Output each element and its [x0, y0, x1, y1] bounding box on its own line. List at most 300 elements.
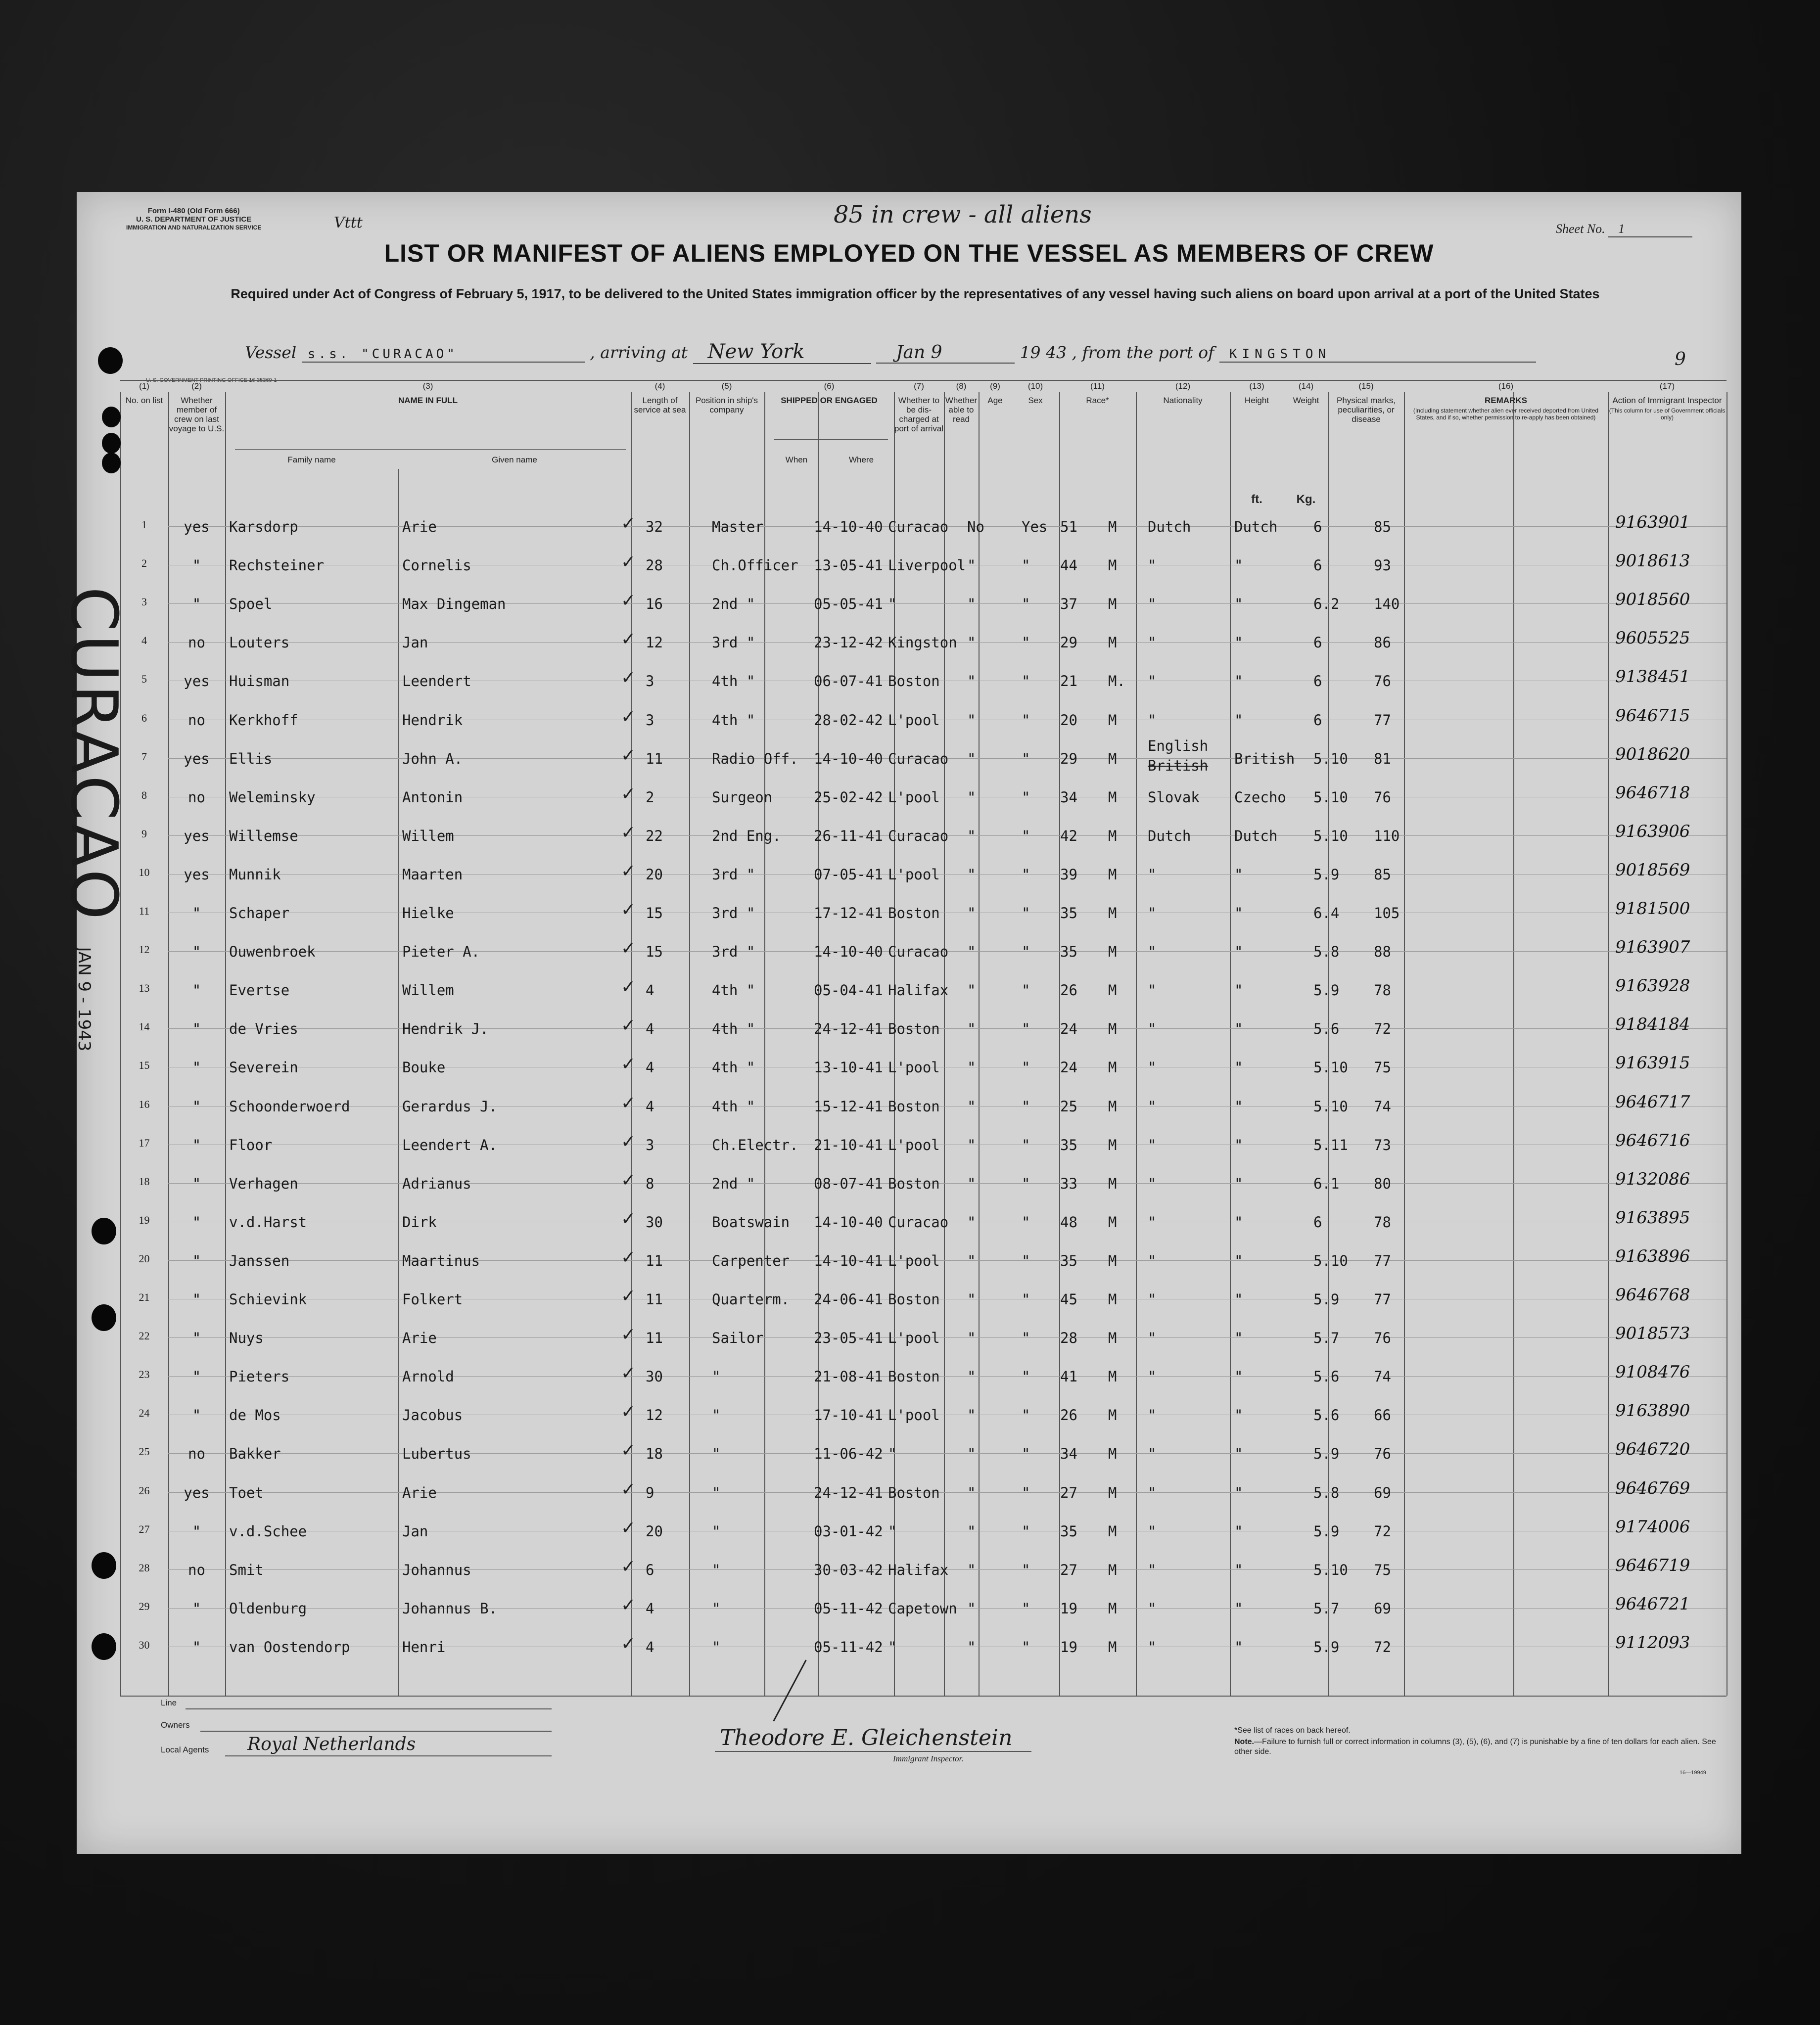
sex: M	[1108, 1059, 1117, 1076]
race: "	[1148, 1522, 1157, 1540]
margin-date-stamp: JAN 9 - 1943	[74, 947, 94, 1052]
nationality: "	[1234, 634, 1243, 651]
column-header-c5	[689, 381, 764, 414]
able-to-read: "	[1022, 1330, 1030, 1347]
given-name-subheader: Given name	[492, 455, 537, 464]
column-label: Whether to be dis-charged at port of arrival	[894, 396, 944, 433]
shipped-where: L'pool	[888, 866, 940, 883]
shipped-where: Boston	[888, 1098, 940, 1115]
weight: 76	[1374, 788, 1391, 806]
shipped-where: Curacao	[888, 827, 949, 844]
row-number: 2	[141, 557, 147, 570]
table-row	[77, 1586, 1741, 1625]
race: "	[1148, 982, 1157, 999]
given-name: Hendrik J.	[402, 1020, 489, 1038]
height-unit: ft.	[1251, 493, 1262, 506]
column-header-c7	[894, 381, 944, 433]
corner-mark: Vttt	[334, 214, 363, 231]
crew-note: 85 in crew - all aliens	[834, 201, 1092, 229]
inspector-number: 9132086	[1615, 1169, 1690, 1189]
discharged: "	[967, 1407, 976, 1424]
able-to-read: "	[1022, 750, 1030, 767]
age: 35	[1060, 1136, 1077, 1153]
nationality: "	[1234, 1561, 1243, 1578]
punch-hole	[102, 453, 121, 473]
weight: 75	[1374, 1059, 1391, 1076]
table-row	[77, 1354, 1741, 1393]
race: "	[1148, 634, 1157, 651]
weight: 75	[1374, 1561, 1391, 1578]
row-number: 19	[139, 1213, 150, 1226]
service-name: IMMIGRATION AND NATURALIZATION SERVICE	[126, 224, 262, 231]
discharged: "	[967, 1600, 976, 1617]
age: 27	[1060, 1484, 1077, 1501]
sex: M	[1108, 943, 1117, 961]
inspector-number: 9018620	[1615, 744, 1690, 764]
check-mark: ✓	[621, 1633, 636, 1654]
height: 5.8	[1313, 1484, 1340, 1501]
prev-voyage: "	[192, 1175, 201, 1192]
check-mark: ✓	[621, 822, 636, 843]
shipped-where: L'pool	[888, 1407, 940, 1424]
table-row	[77, 1548, 1741, 1586]
shipped-where: "	[888, 1522, 897, 1540]
weight: 140	[1374, 596, 1400, 613]
family-name: v.d.Schee	[229, 1522, 307, 1540]
weight: 76	[1374, 1330, 1391, 1347]
sex: M.	[1108, 673, 1125, 690]
age: 26	[1060, 982, 1077, 999]
race-struck: British	[1148, 757, 1209, 774]
family-name: Karsdorp	[229, 518, 298, 535]
nationality: "	[1234, 596, 1243, 613]
manifest-sheet	[77, 192, 1741, 1854]
weight: 77	[1374, 1291, 1391, 1308]
when-subheader: When	[785, 455, 808, 464]
shipped-when: 17-10-41	[814, 1407, 883, 1424]
position: 2nd "	[712, 596, 755, 613]
height: 6	[1313, 557, 1322, 574]
height: 5.8	[1313, 943, 1340, 961]
position: 2nd "	[712, 1175, 755, 1192]
line-label: Line	[161, 1698, 177, 1707]
sex: M	[1108, 1445, 1117, 1463]
table-row	[77, 659, 1741, 697]
shipped-where: Boston	[888, 1291, 940, 1308]
punch-hole	[92, 1304, 116, 1331]
nationality: "	[1234, 711, 1243, 729]
row-number: 5	[141, 673, 147, 686]
height: 5.10	[1313, 1098, 1348, 1115]
shipped-when: 05-11-42	[814, 1638, 883, 1656]
inspector-number: 9018573	[1615, 1324, 1690, 1344]
column-number: (4)	[654, 381, 665, 391]
family-name: Floor	[229, 1136, 273, 1153]
sex: M	[1108, 557, 1117, 574]
sea-service: 15	[646, 943, 663, 961]
inspector-number: 9646718	[1615, 782, 1690, 803]
weight: 76	[1374, 1445, 1391, 1463]
table-row	[77, 505, 1741, 543]
form-number: Form I-480 (Old Form 666)	[147, 207, 240, 215]
able-to-read: "	[1022, 596, 1030, 613]
discharged: "	[967, 711, 976, 729]
column-label: Age	[987, 396, 1003, 405]
punch-hole	[92, 1633, 116, 1660]
sea-service: 12	[646, 1407, 663, 1424]
discharged: "	[967, 1175, 976, 1192]
race: "	[1148, 1252, 1157, 1269]
check-mark: ✓	[621, 1286, 636, 1306]
sex: M	[1108, 1600, 1117, 1617]
row-number: 22	[139, 1330, 150, 1342]
sex: M	[1108, 750, 1117, 767]
table-row	[77, 1161, 1741, 1200]
given-name: Jan	[402, 1522, 428, 1540]
column-number: (11)	[1090, 381, 1105, 391]
sex: M	[1108, 711, 1117, 729]
position: "	[712, 1561, 721, 1578]
inspector-number: 9018560	[1615, 590, 1690, 610]
shipped-when: 14-10-40	[814, 1213, 883, 1231]
given-name: Adrianus	[402, 1175, 471, 1192]
inspector-number: 9646720	[1615, 1439, 1690, 1460]
shipped-when: 13-05-41	[814, 557, 883, 574]
age: 33	[1060, 1175, 1077, 1192]
age: 29	[1060, 634, 1077, 651]
discharged: "	[967, 750, 976, 767]
column-label: No. on list	[125, 396, 163, 405]
sea-service: 3	[646, 673, 654, 690]
check-mark: ✓	[621, 1054, 636, 1075]
penalty-note	[1234, 1737, 1729, 1757]
weight: 85	[1374, 518, 1391, 535]
sex: M	[1108, 905, 1117, 921]
prev-voyage: no	[188, 1561, 205, 1578]
column-number: (17)	[1659, 381, 1675, 391]
sea-service: 11	[646, 750, 663, 767]
able-to-read: "	[1022, 1098, 1030, 1115]
inspector-number: 9646716	[1615, 1130, 1690, 1151]
table-row	[77, 852, 1741, 891]
prev-voyage: "	[192, 1252, 201, 1269]
prev-voyage: yes	[184, 866, 210, 883]
sea-service: 18	[646, 1445, 663, 1463]
punch-hole	[102, 407, 121, 427]
race: "	[1148, 1213, 1157, 1231]
age: 35	[1060, 943, 1077, 961]
nationality: Czecho	[1234, 788, 1286, 806]
shipped-when: 25-02-42	[814, 788, 883, 806]
discharged: "	[967, 905, 976, 921]
nationality: "	[1234, 1136, 1243, 1153]
table-bottom-rule	[120, 1696, 1727, 1697]
age: 34	[1060, 788, 1077, 806]
column-header-c11	[1059, 381, 1136, 405]
age: 35	[1060, 1252, 1077, 1269]
race: "	[1148, 1484, 1157, 1501]
age: 21	[1060, 673, 1077, 690]
prev-voyage: "	[192, 596, 201, 613]
inspector-number: 9163928	[1615, 976, 1690, 996]
check-mark: ✓	[621, 861, 636, 881]
position: 4th "	[712, 711, 755, 729]
sea-service: 9	[646, 1484, 654, 1501]
race: "	[1148, 1445, 1157, 1463]
given-name: Hielke	[402, 905, 454, 921]
able-to-read: "	[1022, 1561, 1030, 1578]
weight: 88	[1374, 943, 1391, 961]
family-name: Schoonderwoerd	[229, 1098, 350, 1115]
prev-voyage: "	[192, 1522, 201, 1540]
inspector-number: 9112093	[1615, 1632, 1690, 1653]
nationality: "	[1234, 982, 1243, 999]
given-name: Cornelis	[402, 557, 471, 574]
table-row	[77, 1277, 1741, 1316]
age: 35	[1060, 905, 1077, 921]
column-header-c9	[979, 381, 1012, 405]
race: "	[1148, 866, 1157, 883]
sea-service: 4	[646, 1638, 654, 1656]
height: 6	[1313, 518, 1322, 535]
column-label: Physical marks, peculiarities, or disease	[1336, 396, 1396, 424]
column-number: (15)	[1358, 381, 1374, 391]
table-row	[77, 929, 1741, 968]
check-mark: ✓	[621, 1015, 636, 1036]
given-name: Arie	[402, 1484, 437, 1501]
position: Quarterm.	[712, 1291, 790, 1308]
column-header-c16	[1404, 381, 1608, 421]
weight: 93	[1374, 557, 1391, 574]
nationality: "	[1234, 1059, 1243, 1076]
position: 3rd "	[712, 905, 755, 921]
row-number: 26	[139, 1484, 150, 1497]
able-to-read: "	[1022, 1600, 1030, 1617]
given-name: Jacobus	[402, 1407, 463, 1424]
height: 5.10	[1313, 788, 1348, 806]
age: 48	[1060, 1213, 1077, 1231]
family-name: Bakker	[229, 1445, 281, 1463]
able-to-read: "	[1022, 1407, 1030, 1424]
given-name: Leendert A.	[402, 1136, 498, 1153]
row-number: 15	[139, 1059, 150, 1072]
table-row	[77, 698, 1741, 736]
check-mark: ✓	[621, 1170, 636, 1191]
check-mark: ✓	[621, 900, 636, 920]
position: 3rd "	[712, 866, 755, 883]
sex: M	[1108, 1136, 1117, 1153]
table-row	[77, 1084, 1741, 1123]
age: 51	[1060, 518, 1077, 535]
sea-service: 20	[646, 866, 663, 883]
weight: 76	[1374, 673, 1391, 690]
family-name: v.d.Harst	[229, 1213, 307, 1231]
column-label: Sex	[1028, 396, 1043, 405]
position: Surgeon	[712, 788, 773, 806]
table-row	[77, 1007, 1741, 1045]
nationality: "	[1234, 1213, 1243, 1231]
shipped-when: 23-12-42	[814, 634, 883, 651]
discharged: "	[967, 1330, 976, 1347]
row-number: 24	[139, 1407, 150, 1420]
inspector-number: 9646715	[1615, 705, 1690, 726]
table-row	[77, 1123, 1741, 1161]
nationality: Dutch	[1234, 827, 1278, 844]
nationality: "	[1234, 1522, 1243, 1540]
column-number: (12)	[1175, 381, 1191, 391]
margin-number: 9	[1675, 349, 1686, 369]
discharged: "	[967, 557, 976, 574]
table-row	[77, 968, 1741, 1007]
discharged: "	[967, 1291, 976, 1308]
table-row	[77, 1471, 1741, 1509]
vessel-name: s.s. "CURACAO"	[302, 347, 585, 363]
prev-voyage: "	[192, 557, 201, 574]
height: 6	[1313, 1213, 1322, 1231]
weight: 74	[1374, 1368, 1391, 1385]
column-number: (13)	[1249, 381, 1264, 391]
discharged: "	[967, 982, 976, 999]
family-name: Nuys	[229, 1330, 264, 1347]
sex: M	[1108, 982, 1117, 999]
given-name: Gerardus J.	[402, 1098, 498, 1115]
race: "	[1148, 1098, 1157, 1115]
family-name: Schaper	[229, 905, 290, 921]
given-name: Willem	[402, 827, 454, 844]
prev-voyage: no	[188, 711, 205, 729]
position: "	[712, 1522, 721, 1540]
race: English	[1148, 737, 1209, 754]
sea-service: 12	[646, 634, 663, 651]
table-row	[77, 1316, 1741, 1354]
age: 37	[1060, 596, 1077, 613]
check-mark: ✓	[621, 1131, 636, 1152]
row-number: 29	[139, 1600, 150, 1612]
race: "	[1148, 905, 1157, 921]
discharged: No	[967, 518, 984, 535]
shipped-where: "	[888, 596, 897, 613]
shipped-where: Liverpool	[888, 557, 966, 574]
races-note: *See list of races on back hereof.	[1234, 1726, 1351, 1735]
row-number: 9	[141, 827, 147, 840]
able-to-read: "	[1022, 634, 1030, 651]
age: 35	[1060, 1522, 1077, 1540]
race: "	[1148, 1330, 1157, 1347]
sea-service: 3	[646, 1136, 654, 1153]
height: 5.9	[1313, 1445, 1340, 1463]
check-mark: ✓	[621, 1402, 636, 1423]
shipped-when: 13-10-41	[814, 1059, 883, 1076]
given-name: Leendert	[402, 673, 471, 690]
row-number: 14	[139, 1020, 150, 1033]
sex: M	[1108, 1098, 1117, 1115]
sex: M	[1108, 1291, 1117, 1308]
discharged: "	[967, 1484, 976, 1501]
column-label: Race*	[1086, 396, 1109, 405]
given-name: Johannus	[402, 1561, 471, 1578]
shipped-when: 03-01-42	[814, 1522, 883, 1540]
owners-label: Owners	[161, 1720, 190, 1730]
row-number: 28	[139, 1561, 150, 1574]
column-header-c6	[764, 381, 894, 405]
prev-voyage: yes	[184, 1484, 210, 1501]
weight-unit: Kg.	[1296, 493, 1316, 506]
family-name: Oldenburg	[229, 1600, 307, 1617]
where-subheader: Where	[848, 455, 874, 464]
shipped-where: Curacao	[888, 1213, 949, 1231]
shipped-when: 14-10-40	[814, 750, 883, 767]
position: "	[712, 1445, 721, 1463]
race: "	[1148, 1291, 1157, 1308]
column-label: Whether member of crew on last voyage to U.S.	[169, 396, 225, 433]
sex: M	[1108, 788, 1117, 806]
race: "	[1148, 711, 1157, 729]
row-number: 1	[141, 518, 147, 531]
nationality: "	[1234, 1291, 1243, 1308]
able-to-read: "	[1022, 1213, 1030, 1231]
row-number: 20	[139, 1252, 150, 1265]
column-number: (14)	[1298, 381, 1314, 391]
family-name: Munnik	[229, 866, 281, 883]
position: 4th "	[712, 673, 755, 690]
height: 5.11	[1313, 1136, 1348, 1153]
weight: 81	[1374, 750, 1391, 767]
check-mark: ✓	[621, 977, 636, 998]
weight: 110	[1374, 827, 1400, 844]
column-header-c13	[1230, 381, 1284, 405]
height: 5.6	[1313, 1407, 1340, 1424]
inspector-number: 9163915	[1615, 1053, 1690, 1073]
check-mark: ✓	[621, 1247, 636, 1268]
sea-service: 32	[646, 518, 663, 535]
height: 6	[1313, 711, 1322, 729]
column-number: (9)	[990, 381, 1000, 391]
table-row	[77, 1200, 1741, 1239]
position: "	[712, 1368, 721, 1385]
sea-service: 6	[646, 1561, 654, 1578]
agents-value: Royal Netherlands	[247, 1734, 416, 1754]
position: "	[712, 1600, 721, 1617]
position: Ch.Officer	[712, 557, 798, 574]
sea-service: 4	[646, 1600, 654, 1617]
punch-hole	[102, 433, 121, 454]
family-name-subheader: Family name	[287, 455, 336, 464]
prev-voyage: "	[192, 1213, 201, 1231]
weight: 78	[1374, 1213, 1391, 1231]
arrival-date: Jan 9	[876, 342, 1015, 364]
nationality: "	[1234, 1445, 1243, 1463]
shipped-when: 24-12-41	[814, 1484, 883, 1501]
table-row	[77, 1045, 1741, 1084]
able-to-read: "	[1022, 788, 1030, 806]
sea-service: 30	[646, 1368, 663, 1385]
nationality: "	[1234, 866, 1243, 883]
prev-voyage: no	[188, 1445, 205, 1463]
nationality: "	[1234, 1330, 1243, 1347]
given-name: Arie	[402, 1330, 437, 1347]
race: "	[1148, 1059, 1157, 1076]
given-name: Willem	[402, 982, 454, 999]
family-name: van Oostendorp	[229, 1638, 350, 1656]
prev-voyage: no	[188, 634, 205, 651]
shipped-where: Boston	[888, 905, 940, 921]
race: "	[1148, 1136, 1157, 1153]
nationality: "	[1234, 1098, 1243, 1115]
sex: M	[1108, 1407, 1117, 1424]
row-number: 10	[139, 866, 150, 878]
shipped-when: 28-02-42	[814, 711, 883, 729]
column-number: (5)	[721, 381, 732, 391]
